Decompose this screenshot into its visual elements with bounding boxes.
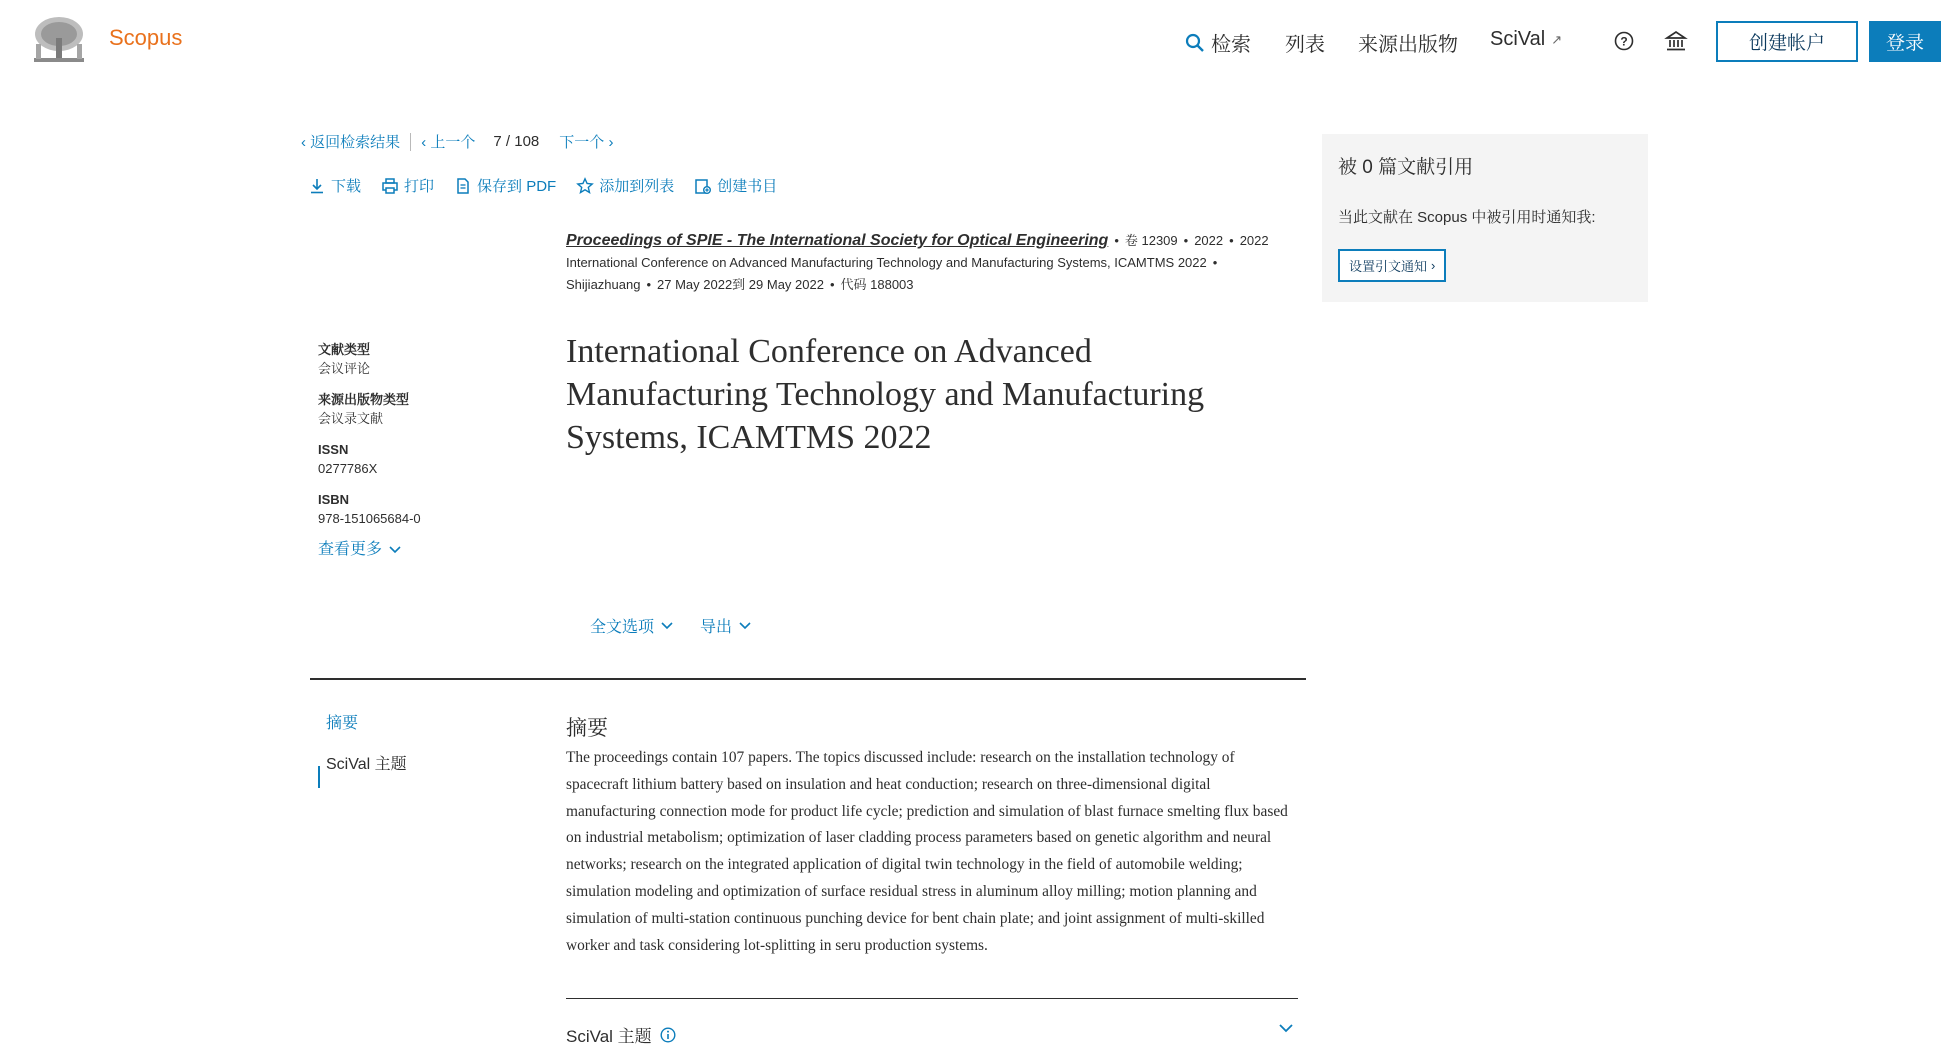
pager-status [493, 133, 539, 150]
export-label: 导出 [700, 619, 733, 636]
nav-search-label: 检索 [1211, 34, 1251, 56]
pager-separator: / [505, 133, 511, 150]
journal-link[interactable]: Proceedings of SPIE - The International Society for Optical Engineering [566, 232, 1109, 249]
doc-type-value: 会议评论 [318, 361, 371, 376]
chevron-right-icon: › [1431, 258, 1436, 273]
abstract-text: The proceedings contain 107 papers. The topics discussed include: research on the installation technology of spacecraft lithium battery based on insulation and heat conduction; research on three-dimensional digital manufacturing connection mode for product life cycle; prediction and simulation of blast furnace smelting flux based on industrial metabolism; optimization of laser cladding process parameters based on genetic algorithm and neural networks; research on the integrated application of digital twin technology in the field of automobile welding; simulation modeling and optimization of surface residual stress in aluminum alloy milling; motion planning and simulation of multi-station continuous punching device for bent chain plate; and joint assignment of multi-skilled worker and task considering lot-splitting in seru production systems. [566, 749, 1288, 954]
print-action[interactable] [381, 175, 434, 196]
issn-label: ISSN [318, 442, 349, 457]
pager-total: 108 [514, 133, 540, 150]
nav-scival-label: SciVal [1490, 28, 1546, 50]
abstract-divider [566, 998, 1298, 999]
chevron-down-icon [738, 621, 752, 631]
scopus-brand[interactable]: Scopus [109, 25, 183, 50]
nav-abstract-link[interactable]: 摘要 [326, 715, 359, 732]
nav-sources[interactable] [1358, 28, 1458, 57]
document-metadata [318, 340, 421, 559]
document-title: International Conference on Advanced Manufacturing Technology and Manufacturing Systems, ICAMTMS 2022 [566, 333, 1205, 456]
add-to-list-label: 添加到列表 [599, 178, 675, 195]
print-icon [381, 177, 399, 195]
pdf-icon [454, 177, 472, 195]
breadcrumb [301, 131, 613, 152]
save-pdf-label: 保存到 PDF [477, 178, 557, 195]
scival-topics-header[interactable] [566, 1022, 676, 1047]
top-bar [0, 0, 1924, 80]
next-label: 下一个 [559, 134, 605, 151]
section-divider [310, 678, 1306, 680]
scival-topics-label: SciVal 主题 [566, 1027, 652, 1046]
external-link-icon: ↗ [1551, 31, 1563, 47]
create-bibliography-action[interactable] [694, 175, 777, 196]
document-options [590, 614, 752, 637]
previous-label: 上一个 [430, 134, 476, 151]
back-to-results-link[interactable]: ‹ 返回检索结果 [301, 134, 401, 151]
see-more-button[interactable] [318, 540, 421, 559]
conference-code: 代码 188003 [840, 277, 914, 292]
add-to-list-action[interactable] [576, 175, 674, 196]
source-type-label: 来源出版物类型 [318, 392, 410, 407]
isbn-label: ISBN [318, 492, 350, 507]
see-more-label: 查看更多 [318, 541, 383, 558]
print-label: 打印 [404, 178, 435, 195]
citations-panel [1322, 134, 1648, 302]
full-text-options-dropdown[interactable] [590, 614, 674, 637]
nav-scival-topics-link[interactable]: SciVal 主题 [326, 756, 407, 773]
institution-icon[interactable] [1663, 28, 1689, 54]
create-bibliography-label: 创建书目 [717, 178, 778, 195]
full-text-options-label: 全文选项 [590, 619, 655, 636]
scroll-indicator [318, 766, 320, 788]
download-icon [308, 177, 326, 195]
back-label: 返回检索结果 [310, 134, 401, 151]
nav-scival[interactable] [1490, 28, 1562, 51]
chevron-down-icon [660, 621, 674, 631]
cited-by-heading: 被 0 篇文献引用 [1338, 157, 1474, 178]
nav-lists-label: 列表 [1285, 34, 1325, 56]
abstract-heading: 摘要 [566, 717, 608, 740]
download-action[interactable] [308, 175, 361, 196]
isbn-value: 978-151065684-0 [318, 511, 421, 526]
info-icon[interactable] [660, 1027, 676, 1043]
download-label: 下载 [331, 178, 362, 195]
set-citation-alert-button[interactable] [1338, 249, 1446, 282]
citation-alert-text: 当此文献在 Scopus 中被引用时通知我: [1338, 209, 1596, 226]
doc-type-label: 文献类型 [318, 342, 371, 357]
divider [410, 133, 411, 151]
bibliography-icon [694, 177, 712, 195]
year: 2022 [1194, 233, 1224, 248]
conference-dates: 27 May 2022到 29 May 2022 [657, 277, 824, 292]
search-icon [1185, 33, 1205, 53]
elsevier-logo[interactable] [30, 14, 88, 66]
volume: 卷 12309 [1124, 233, 1178, 248]
action-toolbar [308, 175, 777, 196]
create-account-button[interactable]: 创建帐户 [1716, 21, 1858, 62]
help-icon[interactable] [1611, 28, 1637, 54]
login-button[interactable]: 登录 [1869, 21, 1941, 62]
source-type-value: 会议录文献 [318, 411, 384, 426]
svg-text:?: ? [1620, 34, 1628, 49]
section-nav [326, 710, 407, 774]
year-2: 2022 [1239, 233, 1269, 248]
nav-sources-label: 来源出版物 [1358, 34, 1458, 56]
star-icon [576, 177, 594, 195]
chevron-down-icon [388, 545, 402, 555]
issn-value: 0277786X [318, 461, 378, 476]
conference-name: International Conference on Advanced Manufacturing Technology and Manufacturing Systems, ICAMTMS 2022 [566, 255, 1207, 270]
conference-location: Shijiazhuang [566, 277, 641, 292]
set-citation-alert-label: 设置引文通知 [1349, 259, 1428, 274]
expand-chevron-icon[interactable] [1278, 1022, 1294, 1034]
pager-current: 7 [493, 133, 502, 150]
save-pdf-action[interactable] [454, 175, 556, 196]
nav-search[interactable] [1185, 28, 1251, 57]
nav-lists[interactable] [1285, 28, 1325, 57]
source-info: Proceedings of SPIE - The International Society for Optical Engineering • 卷 12309 • 2022 • 2022 International Conference on Advanced Manufacturing Technology and Manufacturing Systems, ICAMTMS 2022 • Shijiazhuang • 27 May 2022到 29 May 2022 • 代码 188003 [566, 232, 1269, 292]
export-dropdown[interactable] [700, 614, 752, 637]
next-link[interactable]: 下一个 › [559, 134, 614, 151]
previous-link[interactable]: ‹ 上一个 [421, 134, 476, 151]
